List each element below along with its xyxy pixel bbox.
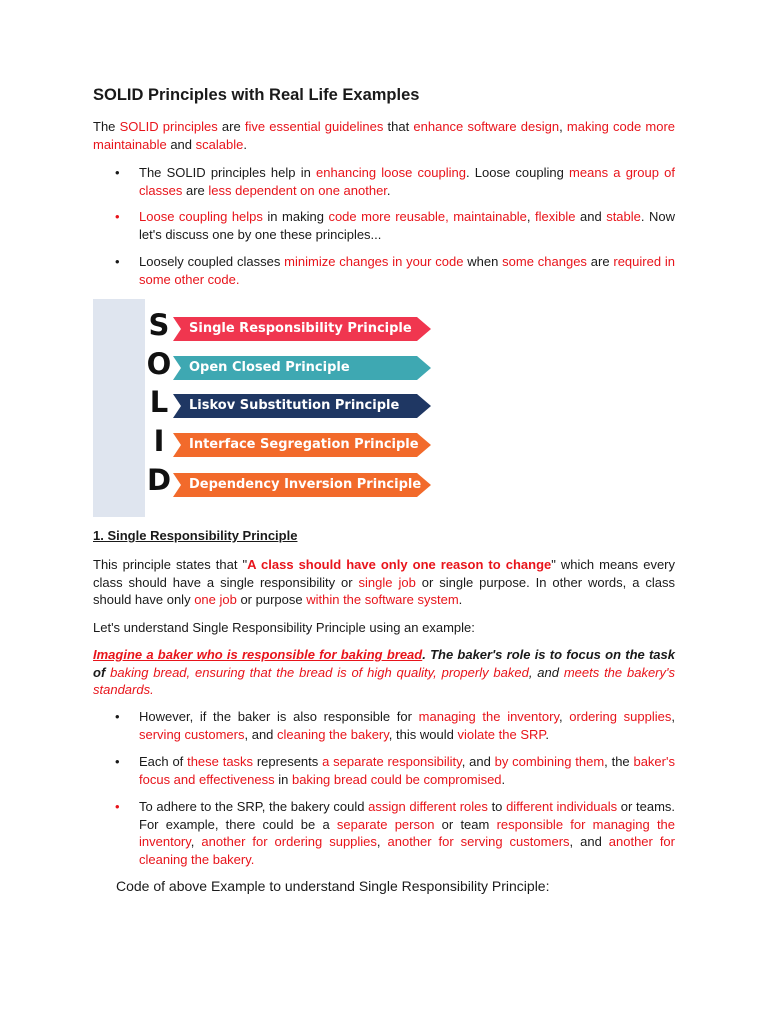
list-item — [115, 164, 675, 199]
text: , and — [461, 754, 495, 769]
text: , and — [528, 664, 564, 680]
highlight: meets the bakery's standards. — [93, 664, 675, 697]
text: in making — [262, 209, 329, 224]
text: . Loose coupling — [465, 165, 570, 180]
text: or team — [434, 816, 497, 832]
highlight: some changes — [502, 254, 587, 269]
text: are — [217, 119, 245, 134]
letter-o: O — [146, 347, 172, 381]
highlight: responsible for managing the inventory — [139, 816, 676, 849]
highlight: different individuals — [506, 799, 618, 814]
principle-label: Interface Segregation Principle — [189, 437, 419, 452]
text: are — [586, 254, 614, 269]
text: or single purpose. In other words, a class should have only — [93, 574, 675, 607]
principle-label: Liskov Substitution Principle — [189, 398, 400, 413]
text: , — [190, 834, 202, 849]
text: To adhere to the SRP, the bakery could — [139, 799, 369, 814]
text: , this would — [388, 726, 458, 742]
highlight: baking bread, ensuring that the bread is of high quality, properly baked — [110, 664, 529, 680]
highlight: SOLID principles — [119, 119, 218, 134]
text: . — [386, 182, 391, 198]
highlight: another for serving customers — [387, 834, 570, 849]
text: This principle states that " — [93, 557, 248, 572]
highlight: assign different roles — [368, 799, 488, 814]
section-heading: 1. Single Responsibility Principle — [93, 528, 298, 543]
highlight: baker's focus and effectiveness — [139, 754, 675, 787]
bullet-dot: • — [115, 209, 120, 224]
text: or teams. For example, there could be a — [139, 799, 676, 832]
text: Loosely coupled classes — [139, 254, 285, 269]
bullet-dot: • — [115, 709, 120, 724]
text: , — [526, 209, 536, 224]
text: , — [671, 709, 675, 724]
text: , — [376, 834, 388, 849]
highlight: cleaning the bakery — [277, 726, 389, 742]
page-title: SOLID Principles with Real Life Examples — [93, 86, 420, 104]
text: . — [545, 726, 550, 742]
text: The SOLID principles help in — [139, 165, 317, 180]
example-paragraph — [93, 646, 675, 699]
highlight: serving customers — [139, 726, 245, 742]
text: . — [243, 136, 247, 152]
highlight: flexible — [535, 209, 576, 224]
highlight: enhance software design — [413, 119, 560, 134]
bullet-dot: • — [115, 165, 120, 180]
text: " which means every class should have a single responsibility or — [93, 557, 675, 590]
letter-i: I — [145, 424, 173, 458]
highlight: A class should have only one reason to change — [247, 557, 552, 572]
highlight: another for cleaning the bakery. — [139, 834, 675, 867]
highlight: less dependent on one another — [208, 182, 387, 198]
text: , and — [569, 834, 609, 849]
text: The — [93, 119, 120, 134]
principle-paragraph — [93, 556, 675, 609]
highlight: stable — [606, 209, 641, 224]
letter-s: S — [145, 308, 173, 342]
text: in — [274, 771, 292, 787]
highlight: managing the inventory — [418, 709, 559, 724]
text: . Now let's discuss one by one these principles... — [139, 209, 676, 242]
letter-l: L — [145, 385, 173, 419]
text: . The baker's role is to focus on the task of — [93, 647, 675, 680]
highlight: minimize changes in your code — [284, 254, 464, 269]
highlight: enhancing loose coupling — [316, 165, 466, 180]
highlight: ordering supplies — [569, 709, 672, 724]
text: represents — [253, 754, 323, 769]
list-item — [115, 798, 676, 868]
highlight: Loose coupling helps — [139, 209, 263, 224]
highlight: baking bread could be compromised — [291, 771, 502, 787]
highlight: another for ordering supplies — [201, 834, 377, 849]
text: Each of — [139, 754, 188, 769]
principle-label: Single Responsibility Principle — [189, 321, 412, 336]
highlight: separate person — [336, 816, 435, 832]
highlight: making code more maintainable — [93, 119, 676, 152]
principle-label: Dependency Inversion Principle — [189, 477, 422, 492]
text: , — [558, 709, 570, 724]
list-item — [115, 753, 675, 788]
highlight: means a group of classes — [139, 165, 675, 198]
principle-label: Open Closed Principle — [189, 360, 350, 375]
text: , — [559, 119, 567, 134]
bullet-dot: • — [115, 799, 120, 814]
highlight: five essential guidelines — [244, 119, 384, 134]
highlight: scalable — [195, 136, 244, 152]
text: However, if the baker is also responsible for — [139, 709, 419, 724]
example-intro: Let's understand Single Responsibility Principle using an example: — [93, 620, 475, 635]
letter-d: D — [146, 463, 172, 497]
highlight: within the software system — [306, 592, 459, 607]
highlight: single job — [358, 574, 416, 590]
text: , and — [244, 726, 278, 742]
solid-banner-image — [93, 299, 483, 517]
highlight: required in some other code. — [139, 254, 675, 287]
code-section-title: Code of above Example to understand Single Responsibility Principle: — [116, 878, 550, 894]
text: . — [501, 771, 506, 787]
text: that — [383, 119, 414, 134]
highlight: Imagine a baker who is responsible for baking bread — [93, 647, 423, 662]
banner-background — [93, 299, 145, 517]
highlight: a separate responsibility — [322, 754, 462, 769]
highlight: code more reusable, maintainable — [328, 209, 527, 224]
bullet-dot: • — [115, 754, 120, 769]
highlight: by combining them — [494, 754, 605, 769]
highlight: these tasks — [187, 754, 254, 769]
text: or purpose — [236, 592, 307, 607]
text: are — [182, 182, 209, 198]
text: when — [463, 254, 503, 269]
text: and — [575, 209, 607, 224]
list-item — [115, 708, 675, 743]
text: , the — [604, 754, 634, 769]
list-item — [115, 253, 675, 288]
text: to — [487, 799, 507, 814]
bullet-dot: • — [115, 254, 120, 269]
highlight: one job — [194, 592, 237, 607]
text: and — [166, 136, 196, 152]
intro-paragraph — [93, 118, 675, 153]
text: . — [458, 592, 463, 607]
list-item — [115, 208, 676, 243]
highlight: violate the SRP — [457, 726, 546, 742]
